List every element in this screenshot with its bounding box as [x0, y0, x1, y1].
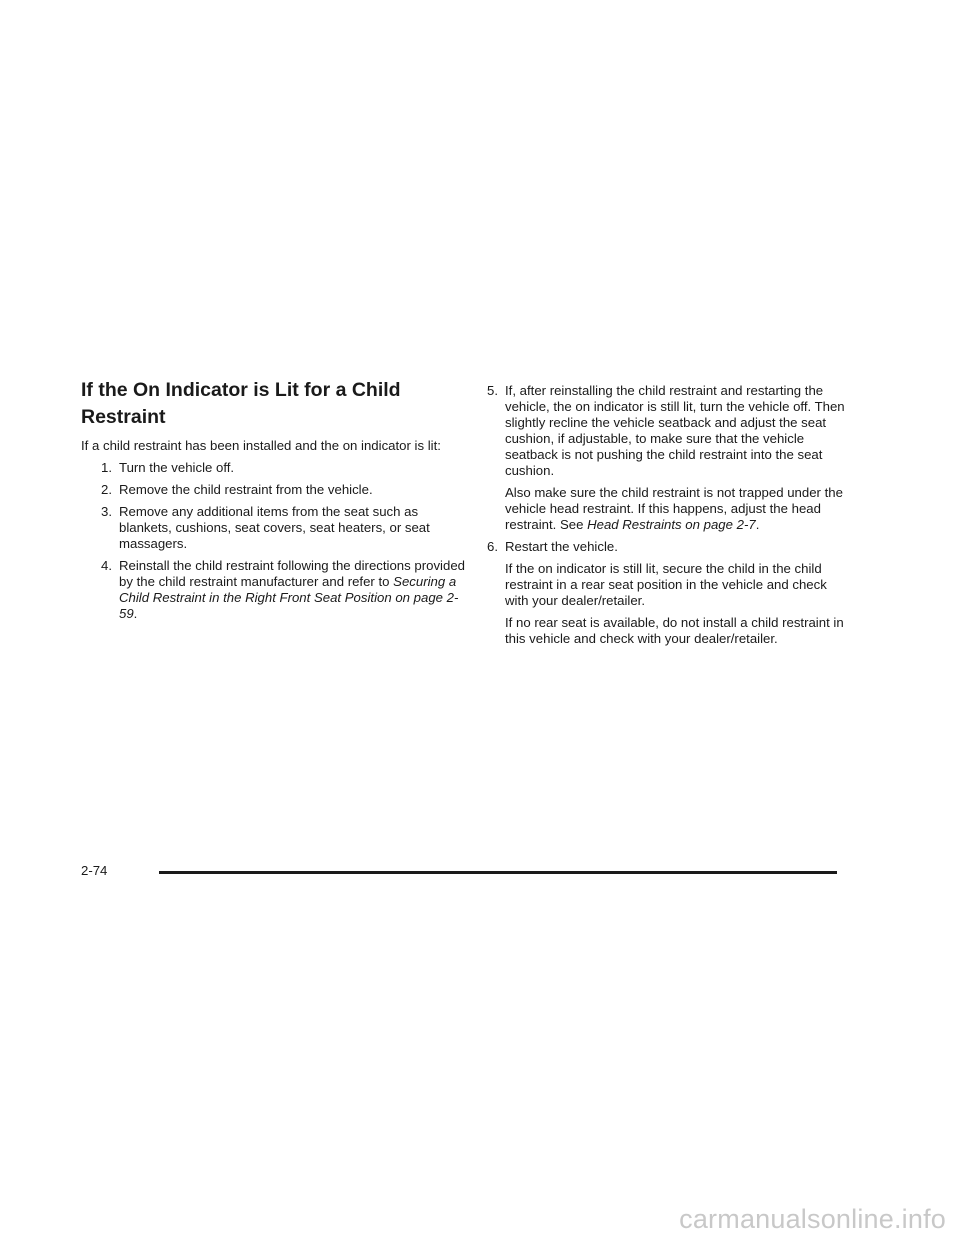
cross-reference-link[interactable]: Head Restraints on page 2-7 [587, 517, 756, 532]
step-number: 6. [487, 539, 498, 554]
step-3 [81, 504, 465, 552]
cross-reference-link[interactable]: Securing a Child Restraint in the Right Front Seat Position on page 2-59 [119, 574, 459, 621]
step-text: Restart the vehicle. [505, 539, 618, 554]
step-number: 2. [101, 482, 112, 497]
left-column [81, 377, 465, 628]
step-6-note-1: If the on indicator is still lit, secure the child in the child restraint in a rear seat position in the vehicle and check with your dealer/retailer. [505, 561, 827, 608]
step-6-note-2: If no rear seat is available, do not install a child restraint in this vehicle and check with your dealer/retailer. [505, 615, 844, 646]
section-heading [81, 377, 465, 431]
step-text: Reinstall the child restraint following the directions provided by the child restraint manufacturer and refer to [119, 558, 465, 589]
step-text-end: . [133, 606, 138, 621]
step-5-note [487, 485, 847, 533]
step-number: 1. [101, 460, 112, 475]
step-6 [487, 539, 847, 555]
step-text: Remove the child restraint from the vehicle. [119, 482, 373, 497]
step-text: Turn the vehicle off. [119, 460, 235, 475]
step-5 [487, 383, 847, 479]
heading-line-2: Restraint [81, 406, 166, 428]
watermark: carmanualsonline.info [679, 1204, 946, 1234]
step-number: 4. [101, 558, 112, 573]
step-2 [81, 482, 465, 498]
note-text: Also make sure the child restraint is not trapped under the vehicle head restraint. If this happens, adjust the head restraint. See [505, 485, 843, 532]
step-number: 5. [487, 383, 498, 398]
step-text: Remove any additional items from the seat such as blankets, cushions, seat covers, seat heaters, or seat massagers. [119, 504, 430, 551]
page-number: 2-74 [81, 863, 108, 878]
intro-paragraph: If a child restraint has been installed and the on indicator is lit: [81, 438, 441, 453]
footer-rule [159, 871, 837, 874]
step-number: 3. [101, 504, 112, 519]
note-text-end: . [755, 517, 760, 532]
step-1 [81, 460, 465, 476]
step-text: If, after reinstalling the child restraint and restarting the vehicle, the on indicator is still lit, turn the vehicle off. Then slightly recline the vehicle seatback and adjust the seat cushion, if adjustable, to make sure that the vehicle seatback is not pushing the child restraint into the seat cushion. [505, 383, 845, 478]
right-column [487, 383, 847, 653]
step-4 [81, 558, 465, 622]
heading-line-1: If the On Indicator is Lit for a Child [81, 379, 401, 401]
